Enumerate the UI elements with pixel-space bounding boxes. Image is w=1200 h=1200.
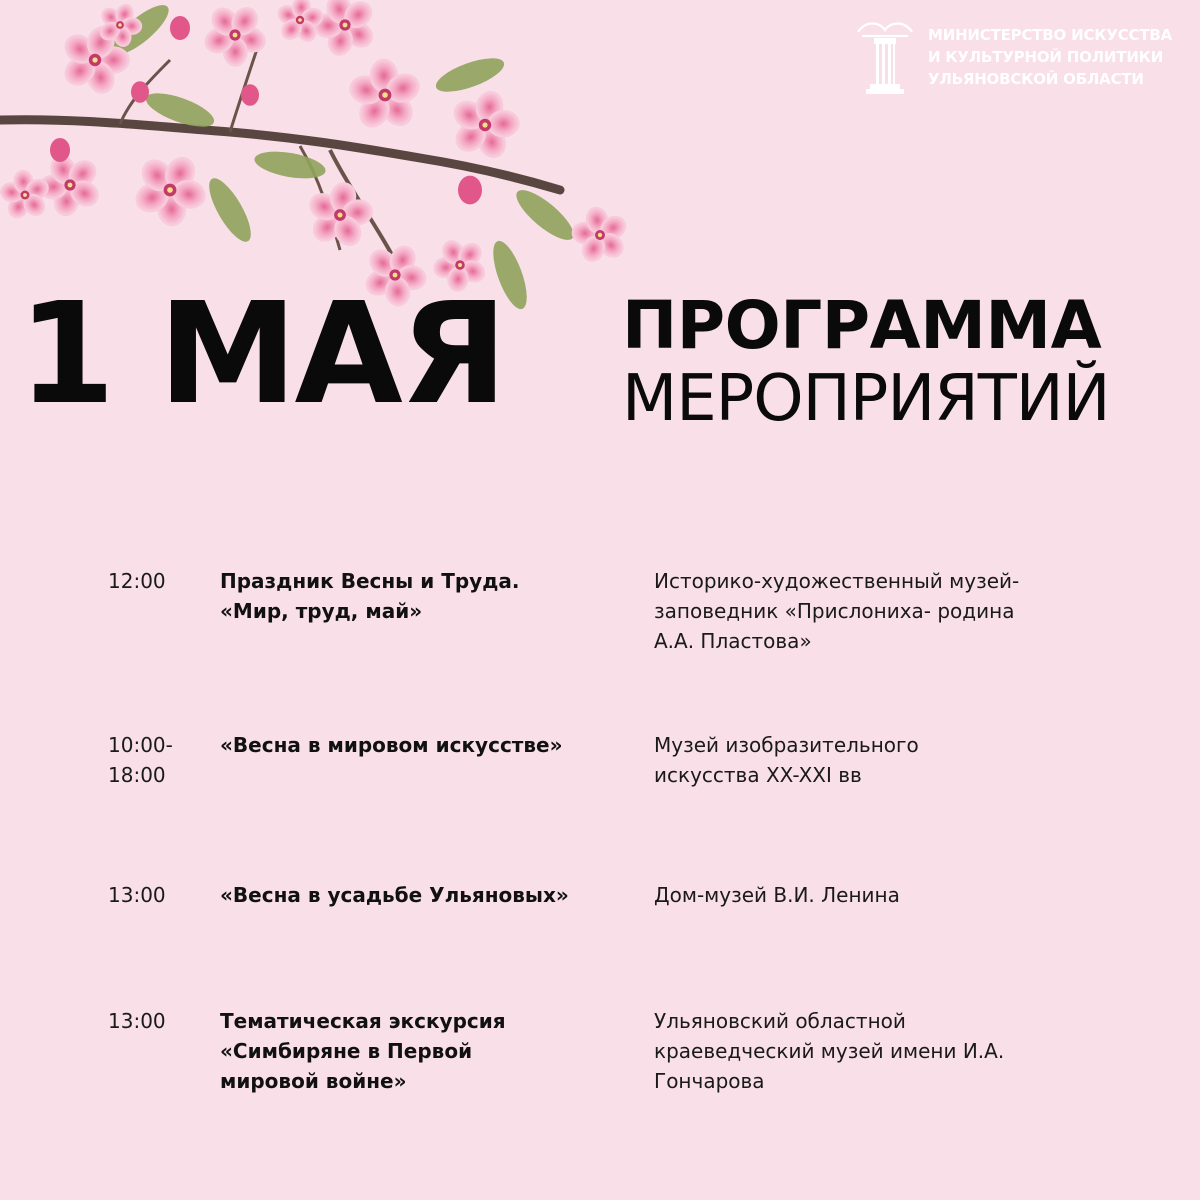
event-time	[108, 566, 208, 596]
column-emblem-icon	[852, 16, 918, 96]
event-time-line: 13:00	[108, 883, 166, 907]
event-venue	[654, 730, 1154, 790]
event-venue	[654, 1006, 1154, 1096]
event-title-line: Тематическая экскурсия	[220, 1009, 506, 1033]
event-time-line: 10:00-	[108, 733, 173, 757]
event-venue-line: А.А. Пластова»	[654, 629, 812, 653]
blossom-flower-icon	[132, 152, 209, 227]
blossom-bud-icon	[170, 16, 190, 40]
event-title	[220, 566, 630, 626]
ministry-name	[928, 24, 1172, 90]
event-time	[108, 880, 208, 910]
blossom-flower-icon	[0, 169, 52, 221]
leaf-icon	[202, 173, 259, 247]
blossom-bud-icon	[131, 81, 149, 103]
event-venue-line: краеведческий музей имени И.А.	[654, 1039, 1005, 1063]
event-time	[108, 730, 208, 790]
event-title-line: Праздник Весны и Труда.	[220, 569, 520, 593]
event-time-line: 12:00	[108, 569, 166, 593]
blossom-bud-icon	[50, 138, 70, 162]
event-title-line: мировой войне»	[220, 1069, 407, 1093]
event-venue-line: Дом-музей В.И. Ленина	[654, 883, 900, 907]
blossom-flower-icon	[305, 181, 374, 250]
event-title-line: «Весна в мировом искусстве»	[220, 733, 563, 757]
event-time-line: 13:00	[108, 1009, 166, 1033]
event-venue-line: искусства XX-XXI вв	[654, 763, 862, 787]
event-venue-line: Гончарова	[654, 1069, 765, 1093]
program-subtitle: МЕРОПРИЯТИЙ	[622, 362, 1110, 436]
event-venue-line: Музей изобразительного	[654, 733, 919, 757]
event-venue	[654, 880, 1154, 910]
blossom-flower-icon	[202, 3, 269, 67]
event-venue-line: Ульяновский областной	[654, 1009, 906, 1033]
leaf-icon	[510, 183, 581, 248]
ministry-name-line: И КУЛЬТУРНОЙ ПОЛИТИКИ	[928, 48, 1164, 66]
event-time-line: 18:00	[108, 763, 166, 787]
event-title	[220, 1006, 630, 1096]
blossom-flower-icon	[571, 205, 630, 265]
event-venue-line: Историко-художественный музей-	[654, 569, 1020, 593]
blossom-flower-icon	[275, 0, 325, 45]
blossom-flower-icon	[347, 58, 424, 132]
event-title-line: «Мир, труд, май»	[220, 599, 423, 623]
event-title-line: «Симбиряне в Первой	[220, 1039, 473, 1063]
event-title-line: «Весна в усадьбе Ульяновых»	[220, 883, 569, 907]
ministry-name-line: МИНИСТЕРСТВО ИСКУССТВА	[928, 26, 1172, 44]
event-title	[220, 730, 630, 760]
ministry-name-line: УЛЬЯНОВСКОЙ ОБЛАСТИ	[928, 70, 1144, 88]
event-title	[220, 880, 630, 910]
ministry-logo	[852, 14, 1172, 98]
event-time	[108, 1006, 208, 1036]
blossom-bud-icon	[241, 84, 259, 106]
date-title: 1 МАЯ	[18, 273, 505, 436]
event-venue	[654, 566, 1154, 656]
leaf-icon	[432, 51, 508, 98]
blossom-bud-icon	[458, 176, 482, 205]
blossom-flower-icon	[313, 0, 377, 58]
event-venue-line: заповедник «Прислониха- родина	[654, 599, 1015, 623]
program-title: ПРОГРАММА	[622, 287, 1102, 364]
blossom-flower-icon	[449, 89, 520, 162]
